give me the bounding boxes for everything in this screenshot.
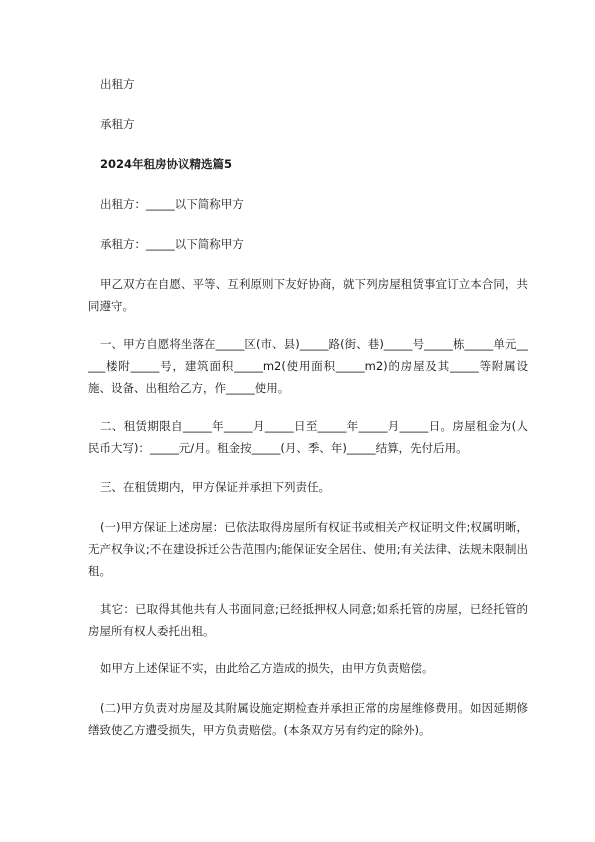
guarantee-paragraph: (一)甲方保证上述房屋：已依法取得房屋所有权证书或相关产权证明文件;权属明晰，无产权争议;不在建设拆迁公告范围内;能保证安全居住、使用;有关法律、法规未限制出租。 <box>88 520 528 578</box>
other-paragraph: 其它：已取得其他共有人书面同意;已经抵押权人同意;如系托管的房屋，已经托管的房屋所有权人委托出租。 <box>88 602 528 638</box>
tenant-line: 承租方：_____以下简称甲方 <box>100 237 244 251</box>
clause-three: 三、在租赁期内，甲方保证并承担下列责任。 <box>100 480 330 494</box>
liability-paragraph: 如甲方上述保证不实，由此给乙方造成的损失，由甲方负责赔偿。 <box>100 661 434 675</box>
section-heading: 2024年租房协议精选篇5 <box>100 157 233 171</box>
maintenance-paragraph: (二)甲方负责对房屋及其附属设施定期检查并承担正常的房屋维修费用。如因延期修缮致使乙方遭受损失，甲方负责赔偿。(本条双方另有约定的除外)。 <box>88 701 528 737</box>
intro-paragraph: 甲乙双方在自愿、平等、互利原则下友好协商，就下列房屋租赁事宜订立本合同，共同遵守。 <box>88 277 528 313</box>
tenant-label: 承租方 <box>100 117 135 131</box>
clause-one: 一、甲方自愿将坐落在_____区(市、县)_____路(街、巷)_____号_____栋_____单元_____楼附_____号，建筑面积_____m2(使用面积_____m2)的房屋及其_____等附属设施、设备、出租给乙方，作_____使用。 <box>88 337 528 395</box>
landlord-line: 出租方：_____以下简称甲方 <box>100 197 244 211</box>
landlord-label: 出租方 <box>100 77 135 91</box>
clause-two: 二、租赁期限自_____年_____月_____日至_____年_____月_____日。房屋租金为(人民币大写)：_____元/月。租金按_____(月、季、年)_____结算，先付后用。 <box>88 419 528 455</box>
